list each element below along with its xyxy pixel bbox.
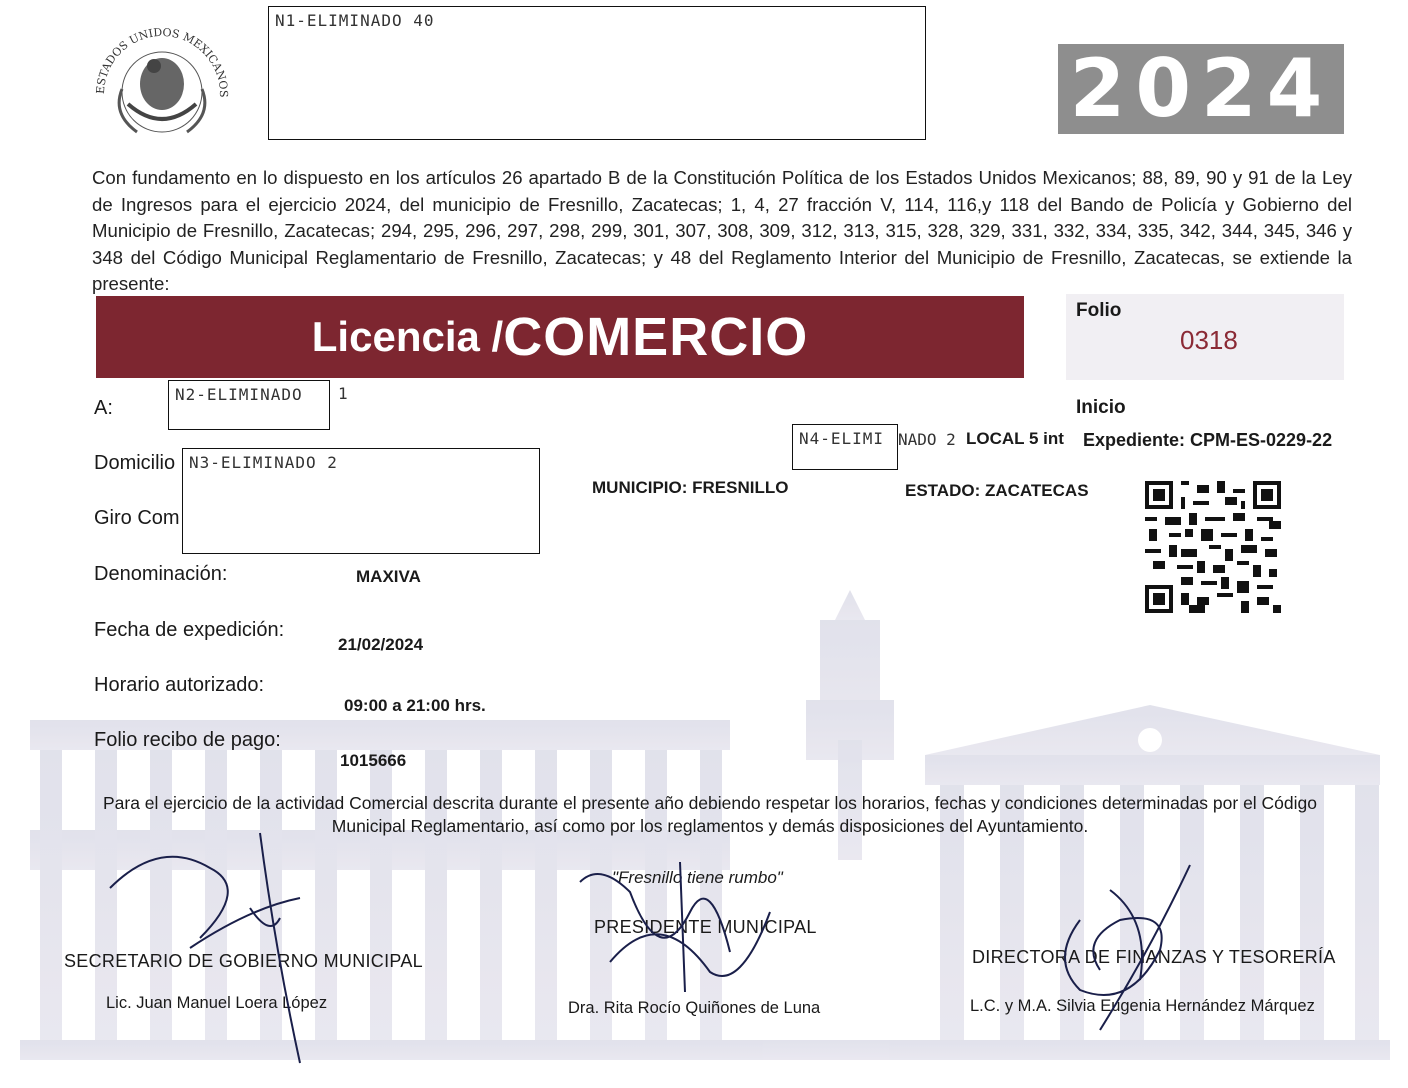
horario-label: Horario autorizado: xyxy=(94,674,265,696)
svg-text:ESTADOS UNIDOS MEXICANOS: ESTADOS UNIDOS MEXICANOS xyxy=(93,25,231,98)
slogan-text: "Fresnillo tiene rumbo" xyxy=(612,868,783,887)
folio-number: 0318 xyxy=(1180,325,1238,355)
expediente-number: Expediente: CPM-ES-0229-22 xyxy=(1083,430,1333,450)
banner-licencia-text: Licencia / xyxy=(311,313,504,360)
estado-value: ESTADO: ZACATECAS xyxy=(905,481,1089,500)
giro-label: Giro Com xyxy=(94,507,180,529)
mexican-national-seal-logo xyxy=(82,14,242,154)
redacted-name-box xyxy=(168,380,330,430)
signature-name-directora: L.C. y M.A. Silvia Eugenia Hernández Márquez xyxy=(970,997,1315,1015)
signature-secretario-scribble xyxy=(100,828,360,1068)
redaction-label: N4-ELIMI xyxy=(799,429,885,448)
municipio-value: MUNICIPIO: FRESNILLO xyxy=(592,478,789,497)
a-label: A: xyxy=(94,397,113,419)
signature-title-presidente: PRESIDENTE MUNICIPAL xyxy=(594,917,817,937)
signature-presidente-scribble xyxy=(570,852,830,1002)
fecha-expedicion-value: 21/02/2024 xyxy=(338,635,424,654)
denominacion-value: MAXIVA xyxy=(356,567,421,586)
local-number: LOCAL 5 int xyxy=(966,429,1064,448)
fecha-expedicion-label: Fecha de expedición: xyxy=(94,619,285,641)
signature-title-directora: DIRECTORA DE FINANZAS Y TESORERÍA xyxy=(972,947,1336,967)
horario-value: 09:00 a 21:00 hrs. xyxy=(344,696,486,715)
folio-pago-value: 1015666 xyxy=(340,751,407,770)
signature-name-presidente: Dra. Rita Rocío Quiñones de Luna xyxy=(568,999,821,1017)
activity-conditions-paragraph: Para el ejercicio de la actividad Comercial descrita durante el presente año debiendo respetar los horarios, fechas y condiciones determinadas por el Código Municipal Reglamentario, así como por los reglamentos y demás disposiciones del Ayuntamiento. xyxy=(102,793,1318,836)
domicilio-label: Domicilio xyxy=(94,452,176,474)
qr-code xyxy=(1145,481,1281,613)
redaction-label: N1-ELIMINADO 40 xyxy=(275,11,435,30)
legal-basis-paragraph: Con fundamento en lo dispuesto en los artículos 26 apartado B de la Constitución Política de los Estados Unidos Mexicanos; 88, 89, 90 y 91 de la Ley de Ingresos para el ejercicio 2024, del municipio de Fresnillo, Zacatecas; 1, 4, 27 fracción V, 114, 116,y 118 del Bando de Policía y Gobierno del Municipio de Fresnillo, Zacatecas; 294, 295, 296, 297, 298, 299, 301, 307, 308, 309, 312, 313, 315, 328, 329, 331, 332, 334, 335, 342, 344, 345, 346 y 348 del Código Municipal Reglamentario de Fresnillo, Zacatecas; y 48 del Reglamento Interior del Municipio de Fresnillo, Zacatecas, se extiende la presente: xyxy=(92,167,1352,294)
redaction-label: N3-ELIMINADO 2 xyxy=(189,453,338,472)
signature-name-secretario: Lic. Juan Manuel Loera López xyxy=(106,994,328,1012)
license-title-banner xyxy=(96,296,1024,378)
redacted-local-box xyxy=(792,424,898,470)
folio-label: Folio xyxy=(1076,300,1122,321)
denominacion-label: Denominación: xyxy=(94,563,228,585)
redaction-local-text: NADO 2 xyxy=(898,430,956,449)
signature-directora-scribble xyxy=(1040,860,1220,1040)
year-badge: 2024 xyxy=(1058,44,1344,134)
redacted-header-box xyxy=(268,6,926,140)
folio-pago-label: Folio recibo de pago: xyxy=(94,729,281,751)
redacted-address-box xyxy=(182,448,540,554)
name-suffix: 1 xyxy=(338,384,348,403)
signature-title-secretario: SECRETARIO DE GOBIERNO MUNICIPAL xyxy=(64,951,423,971)
banner-comercio-text: COMERCIO xyxy=(503,307,809,367)
inicio-label: Inicio xyxy=(1076,397,1126,418)
redaction-label: N2-ELIMINADO xyxy=(175,385,303,404)
